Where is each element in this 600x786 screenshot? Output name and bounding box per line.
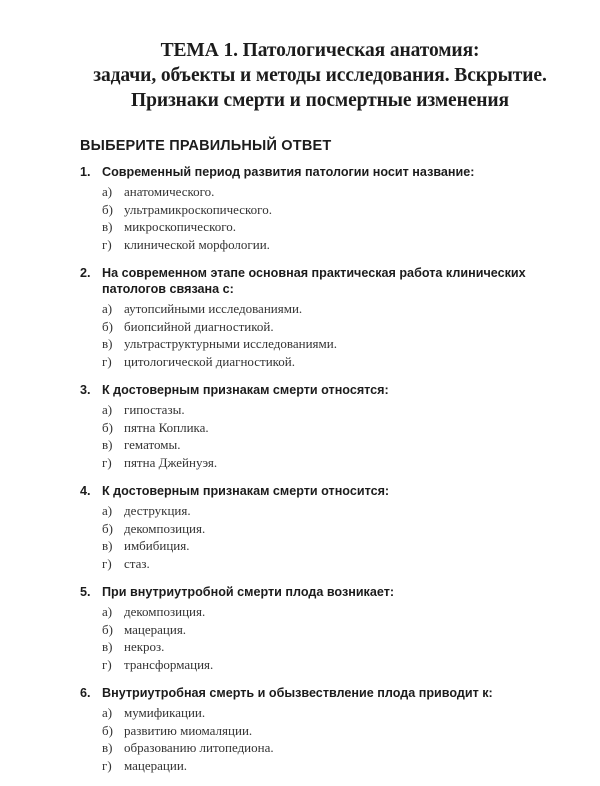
option-letter: б) xyxy=(102,318,113,334)
option-text: мацерация. xyxy=(124,621,187,637)
option-letter: в) xyxy=(102,538,113,553)
option-letter: б) xyxy=(102,621,113,637)
option-text: мацерации. xyxy=(124,757,188,773)
question-text: К достоверным признакам смерти относится: xyxy=(102,484,390,498)
question-text: При внутриутробной смерти плода возникает: xyxy=(102,585,395,599)
answer-option xyxy=(102,300,530,318)
answer-option xyxy=(102,401,530,419)
question-header xyxy=(80,483,530,499)
answer-option xyxy=(102,757,530,775)
answer-option xyxy=(102,335,530,353)
option-text: стаз. xyxy=(124,555,150,571)
option-text: анатомического. xyxy=(124,184,215,199)
answer-options xyxy=(102,300,530,370)
question-number: 6. xyxy=(80,686,91,700)
question-item xyxy=(80,483,530,572)
question-number: 1. xyxy=(80,165,91,179)
question-item xyxy=(80,265,530,370)
option-letter: г) xyxy=(102,656,112,672)
option-text: ультраструктурными исследованиями. xyxy=(124,336,337,351)
option-letter: б) xyxy=(102,419,113,435)
answer-option xyxy=(102,537,530,555)
option-letter: в) xyxy=(102,639,113,654)
option-text: некроз. xyxy=(124,639,165,654)
option-text: пятна Джейнуэя. xyxy=(124,454,218,470)
option-text: биопсийной диагностикой. xyxy=(124,318,274,334)
option-text: декомпозиция. xyxy=(124,520,206,536)
question-item xyxy=(80,584,530,673)
title-line-1: ТЕМА 1. Патологическая анатомия: xyxy=(160,40,480,61)
option-letter: а) xyxy=(102,184,113,199)
answer-option xyxy=(102,218,530,236)
question-header xyxy=(80,584,530,600)
option-text: клинической морфологии. xyxy=(124,236,270,252)
question-text: К достоверным признакам смерти относятся: xyxy=(102,383,389,397)
question-text: На современном этапе основная практическая работа клинических патологов связана с: xyxy=(102,266,526,296)
answer-options xyxy=(102,183,530,253)
title-line-3: Признаки смерти и посмертные изменения xyxy=(131,90,509,111)
answer-option xyxy=(102,739,530,757)
option-text: трансформация. xyxy=(124,656,214,672)
answer-options xyxy=(102,704,530,774)
option-text: имбибиция. xyxy=(124,538,190,553)
option-letter: б) xyxy=(102,722,113,738)
question-item xyxy=(80,164,530,253)
title-line-2: задачи, объекты и методы исследования. Вскрытие. xyxy=(93,65,547,86)
question-number: 4. xyxy=(80,484,91,498)
option-letter: в) xyxy=(102,336,113,351)
option-letter: г) xyxy=(102,757,112,773)
option-text: декомпозиция. xyxy=(124,604,206,619)
answer-options xyxy=(102,401,530,471)
option-letter: а) xyxy=(102,604,113,619)
question-header xyxy=(80,685,530,701)
question-number: 3. xyxy=(80,383,91,397)
answer-option xyxy=(102,183,530,201)
option-text: гипостазы. xyxy=(124,402,185,417)
option-text: деструкция. xyxy=(124,503,191,518)
answer-option xyxy=(102,201,530,219)
question-text: Современный период развития патологии носит название: xyxy=(102,165,475,179)
question-item xyxy=(80,685,530,774)
option-letter: г) xyxy=(102,555,112,571)
question-header xyxy=(80,382,530,398)
answer-option xyxy=(102,454,530,472)
option-letter: б) xyxy=(102,520,113,536)
answer-option xyxy=(102,436,530,454)
option-letter: а) xyxy=(102,503,113,518)
answer-option xyxy=(102,638,530,656)
option-letter: в) xyxy=(102,219,113,234)
answer-option xyxy=(102,603,530,621)
option-letter: в) xyxy=(102,437,113,452)
question-header xyxy=(80,164,530,180)
answer-option xyxy=(102,502,530,520)
option-text: пятна Коплика. xyxy=(124,419,209,435)
answer-option xyxy=(102,656,530,674)
answer-option xyxy=(102,621,530,639)
question-number: 5. xyxy=(80,585,91,599)
option-text: гематомы. xyxy=(124,437,181,452)
option-text: аутопсийными исследованиями. xyxy=(124,301,303,316)
answer-options xyxy=(102,502,530,572)
option-text: ультрамикроскопического. xyxy=(124,201,272,217)
answer-option xyxy=(102,520,530,538)
answer-option xyxy=(102,419,530,437)
answer-option xyxy=(102,318,530,336)
answer-option xyxy=(102,704,530,722)
option-letter: а) xyxy=(102,402,113,417)
option-text: цитологической диагностикой. xyxy=(124,353,296,369)
option-letter: г) xyxy=(102,454,112,470)
option-letter: г) xyxy=(102,353,112,369)
option-text: образованию литопедиона. xyxy=(124,740,274,755)
question-item xyxy=(80,382,530,471)
option-letter: б) xyxy=(102,201,113,217)
question-text: Внутриутробная смерть и обызвествление плода приводит к: xyxy=(102,686,493,700)
question-number: 2. xyxy=(80,266,91,280)
answer-options xyxy=(102,603,530,673)
answer-option xyxy=(102,555,530,573)
question-header xyxy=(80,265,530,297)
page-title xyxy=(60,38,580,113)
option-text: мумификации. xyxy=(124,705,206,720)
section-heading: ВЫБЕРИТЕ ПРАВИЛЬНЫЙ ОТВЕТ xyxy=(80,138,332,154)
option-letter: в) xyxy=(102,740,113,755)
answer-option xyxy=(102,722,530,740)
answer-option xyxy=(102,236,530,254)
option-letter: а) xyxy=(102,705,113,720)
option-letter: а) xyxy=(102,301,113,316)
option-text: микроскопического. xyxy=(124,219,236,234)
question-list xyxy=(80,164,530,786)
option-text: развитию миомаляции. xyxy=(124,722,253,738)
option-letter: г) xyxy=(102,236,112,252)
answer-option xyxy=(102,353,530,371)
